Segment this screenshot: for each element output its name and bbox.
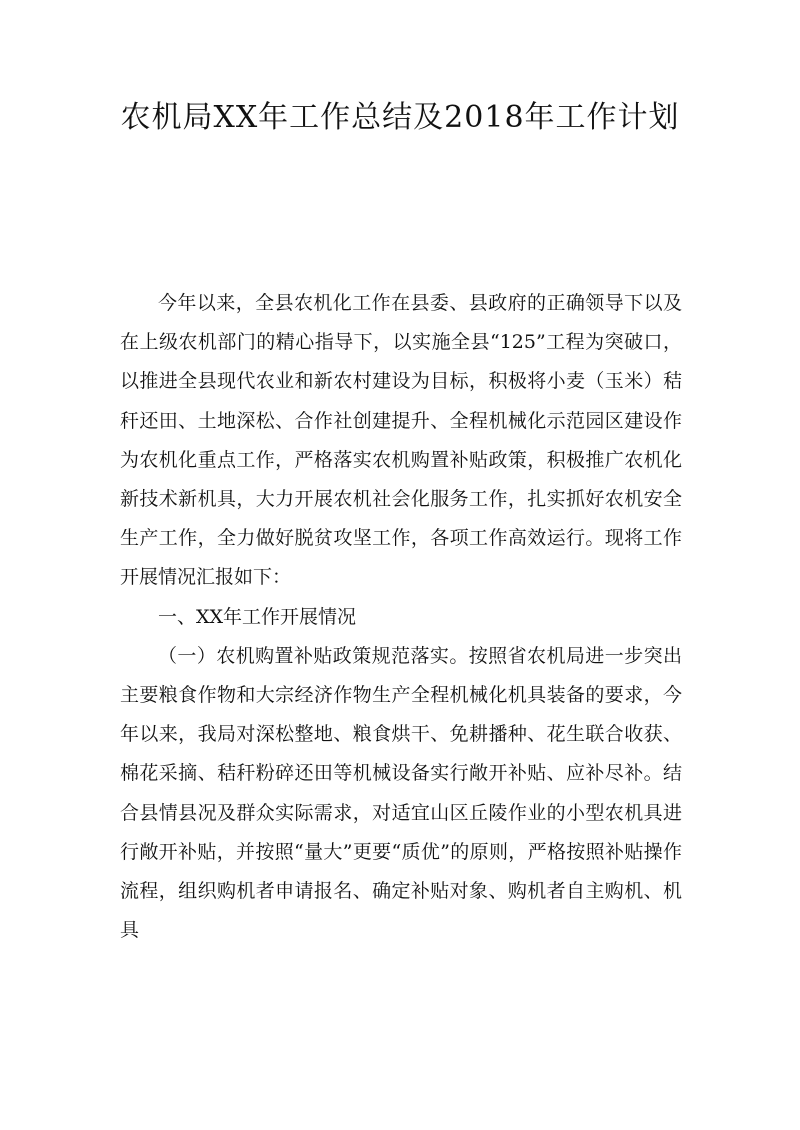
section-heading: 一、XX年工作开展情况 <box>158 605 357 628</box>
document-body <box>120 284 682 950</box>
section-paragraph: （一）农机购置补贴政策规范落实。按照省农机局进一步突出主要粮食作物和大宗经济作物生产全程机械化机具装备的要求，今年以来，我局对深松整地、粮食烘干、免耕播种、花生联合收获、棉花采摘、秸秆粉碎还田等机械设备实行敞开补贴、应补尽补。结合县情县况及群众实际需求，对适宜山区丘陵作业的小型农机具进行敞开补贴，并按照“量大”更要“质优”的原则，严格按照补贴操作流程，组织购机者申请报名、确定补贴对象、购机者自主购机、机具 <box>120 644 682 942</box>
intro-paragraph: 今年以来，全县农机化工作在县委、县政府的正确领导下以及在上级农机部门的精心指导下，以实施全县“125”工程为突破口，以推进全县现代农业和新农村建设为目标，积极将小麦（玉米）秸秆还田、土地深松、合作社创建提升、全程机械化示范园区建设作为农机化重点工作，严格落实农机购置补贴政策，积极推广农机化新技术新机具，大力开展农机社会化服务工作，扎实抓好农机安全生产工作，全力做好脱贫攻坚工作，各项工作高效运行。现将工作开展情况汇报如下： <box>120 292 682 589</box>
document-title: 农机局XX年工作总结及2018年工作计划 <box>120 100 680 135</box>
